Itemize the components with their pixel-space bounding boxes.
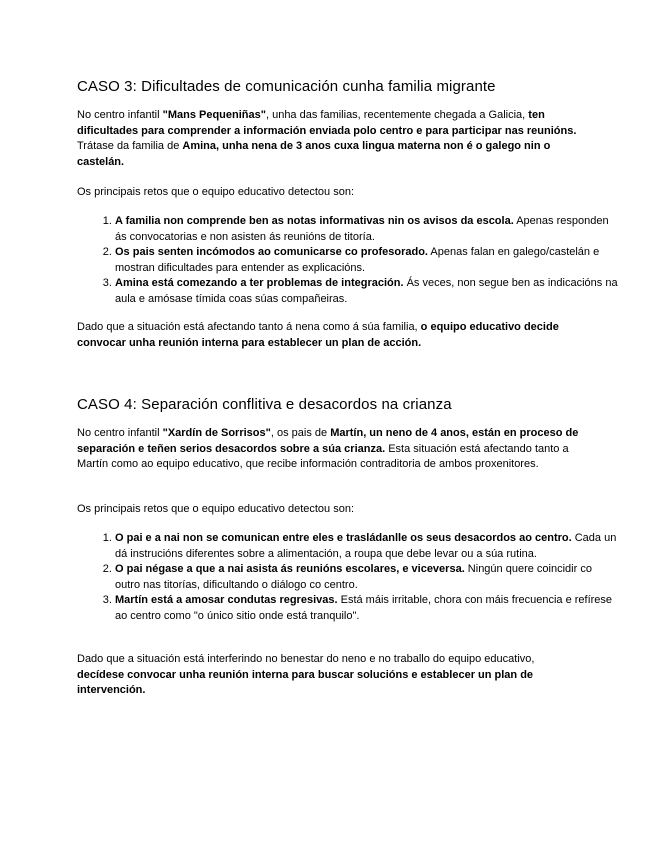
list-item: [115, 562, 618, 593]
list-item: [115, 593, 618, 624]
case3-intro-t2: , unha das familias, recentemente chegada a Galicia,: [265, 109, 529, 121]
case3-challenge-2-bold: Os pais senten incómodos ao comunicarse co profesorado.: [115, 246, 428, 259]
case3-closing-t1: Dado que a situación está afectando tanto á nena como á súa familia,: [77, 321, 421, 333]
case4-title: CASO 4: Separación conflitiva e desacordos na crianza: [77, 396, 452, 413]
list-item: [115, 245, 618, 276]
case3-challenge-3-bold: Amina está comezando a ter problemas de integración.: [115, 277, 404, 290]
case4-challenge-2-text: Ningún quere coincidir co outro nas titorías, dificultando o diálogo co centro.: [115, 563, 592, 591]
case3-challenges-list: [77, 214, 618, 308]
case3-challenges-lead: Os principais retos que o equipo educativo detectou son:: [77, 186, 355, 198]
case3-closing: [77, 320, 580, 351]
case3-title: CASO 3: Dificultades de comunicación cunha familia migrante: [77, 78, 496, 95]
case4-challenge-2-bold: O pai négase a que a nai asista ás reunións escolares, e viceversa.: [115, 563, 465, 576]
case4-challenge-3-bold: Martín está a amosar condutas regresivas.: [115, 594, 338, 607]
case4-intro-t2: , os pais de: [270, 427, 331, 439]
case3-closing-b1: o equipo educativo decide convocar unha reunión interna para establecer un plan de acción.: [77, 321, 559, 349]
case4-closing-b1: decídese convocar unha reunión interna para buscar solucións e establecer un plan de intervención.: [77, 668, 534, 697]
case4-intro-t1: No centro infantil: [77, 427, 163, 439]
list-item: [115, 214, 618, 245]
case4-challenge-1-text: Cada un dá instrucións diferentes sobre a alimentación, a roupa que debe levar ou a súa rutina.: [115, 532, 617, 560]
case3-intro-b2: ten dificultades para comprender a información enviada polo centro e para participar nas reunións.: [77, 109, 577, 137]
case4-challenges-list: [77, 531, 618, 625]
case4-intro-b2: Martín, un neno de 4 anos, están en proceso de separación e teñen serios desacordos sobre a súa crianza.: [77, 427, 579, 455]
case3-intro: [77, 108, 580, 170]
case4-challenge-1-bold: O pai e a nai non se comunican entre eles e trasládanlle os seus desacordos ao centro.: [115, 532, 572, 544]
case4-intro-b1: "Xardín de Sorrisos": [162, 427, 271, 439]
case4-challenges-lead: Os principais retos que o equipo educativo detectou son:: [77, 503, 355, 515]
case3-intro-t3: Trátase da familia de: [77, 140, 183, 153]
case3-challenge-2-text: Apenas falan en galego/castelán e mostran dificultades para entender as explicacións.: [115, 246, 600, 274]
case4-closing: [77, 652, 580, 699]
case3-intro-b1: "Mans Pequeniñas": [162, 109, 266, 121]
case3-challenge-1-text: Apenas responden ás convocatorias e non asisten ás reunións de titoría.: [115, 215, 609, 243]
case3-challenge-1-bold: A familia non comprende ben as notas informativas nin os avisos da escola.: [115, 215, 514, 227]
case4-challenge-3-text: Está máis irritable, chora con máis frecuencia e refírese ao centro como "o único sitio onde está tranquilo".: [115, 594, 613, 622]
list-item: [115, 531, 618, 562]
case4-intro-t3: Esta situación está afectando tanto a Martín como ao equipo educativo, que recibe información contraditoria de ambos proxenitores.: [77, 442, 569, 471]
case4-intro: [77, 426, 580, 473]
case3-intro-t1: No centro infantil: [77, 109, 163, 121]
list-item: [115, 276, 618, 307]
case3-challenge-3-text: Ás veces, non segue ben as indicacións na aula e amósase tímida coas súas compañeiras.: [115, 277, 618, 305]
case4-closing-t1: Dado que a situación está interferindo no benestar do neno e no traballo do equipo educativo,: [77, 653, 535, 665]
case3-intro-b3: Amina, unha nena de 3 anos cuxa lingua materna non é o galego nin o castelán.: [77, 140, 551, 168]
